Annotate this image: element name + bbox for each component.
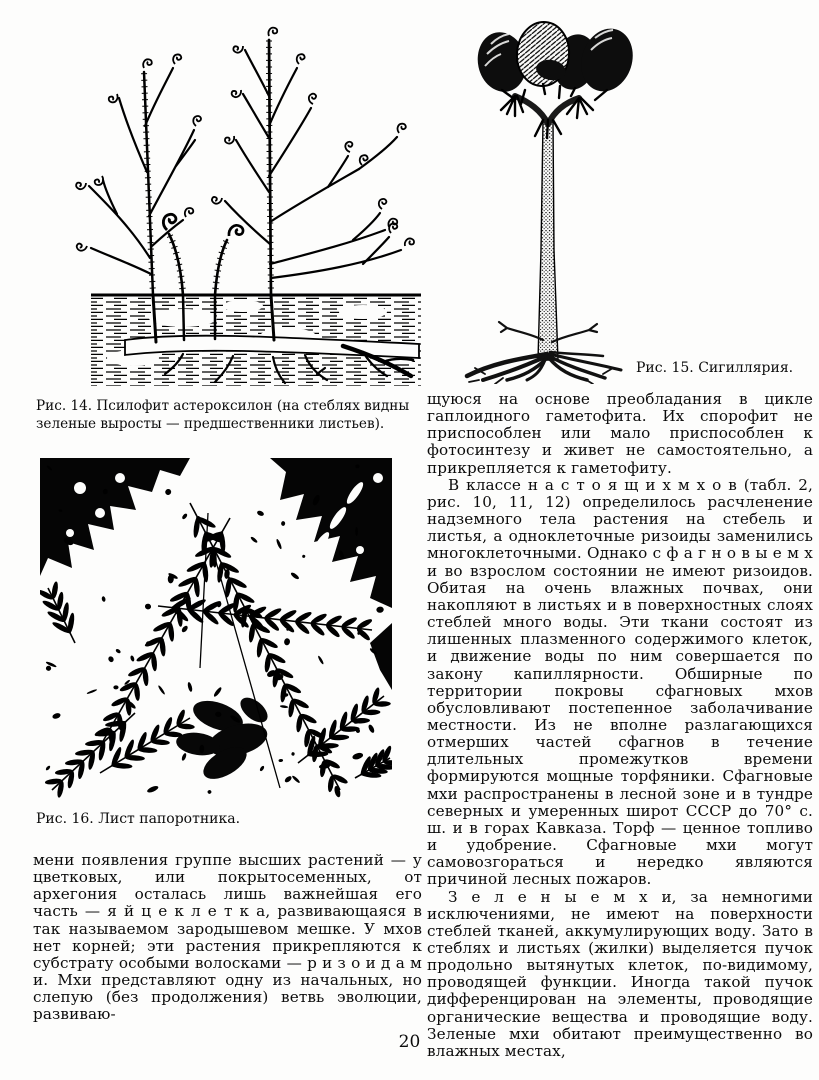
page-number: 20: [398, 1032, 421, 1052]
left-text-column: [33, 851, 422, 1024]
figure-15-caption: Рис. 15. Сигиллярия.: [636, 360, 794, 376]
fern-photo: [40, 458, 392, 802]
figure-14-caption: Рис. 14. Псилофит астероксилон (на стеблях видны зеленые выросты — предшественники листьев).: [36, 398, 410, 432]
figure-16-caption: Рис. 16. Лист папоротника.: [36, 811, 241, 827]
psilophyte-drawing-svg: [33, 6, 425, 392]
body-paragraph: мени появления группе высших растений — у цветковых, или покрытосеменных, от архегония осталась лишь важнейшая его часть — я й ц е к л е т к а, развивающаяся в так называемом зародышевом мешке. У мхов нет корней; эти растения прикрепляются к субстрату особыми волосками — р и з о и д а м и. Мхи представляют одну из начальных, но слепую (без продолжения) ветвь эволюции, развиваю-: [33, 851, 422, 1024]
body-paragraph: З е л е н ы е м х и, за немногими исключениями, не имеют на поверхности стеблей тканей, аккумулирующих воду. Зато в стеблях и листьях (жилки) выделяется пучок продольно вытянутых клеток, по-видимому, проводящей функции. Иногда такой пучок дифференцирован на элементы, проводящие органические вещества и проводящие воду. Зеленые мхи обитают преимущественно во влажных местах,: [427, 887, 813, 1060]
body-paragraph: В классе н а с т о я щ и х м х о в (табл. 2, рис. 10, 11, 12) определилось расчленение надземного тела растения на стебель и листья, а одноклеточные ризоиды заменились многоклеточными. Однако с ф а г н о в ы е м х и во взрослом состоянии не имеют ризоидов. Обитая на очень влажных почвах, они накопляют в листьях и в поверхностных слоях стеблей много воды. Эти ткани состоят из лишенных плазменного содержимого клеток, и движение воды по ним совершается по закону капиллярности. Обширные по территории покровы сфагновых мхов обусловливают постепенное заболачивание местности. Из не вполне разлагающихся отмерших частей сфагнов в течение длительных промежутков времени формируются мощные торфяники. Сфагновые мхи распространены в лесной зоне и в тундре северных и умеренных широт СССР до 70° с. ш. и в горах Кавказа. Торф — ценное топливо и удобрение. Сфагновые мхи могут самовозгораться и нередко являются причиной лесных пожаров.: [427, 475, 813, 889]
sigillaria-drawing: [455, 10, 811, 384]
right-text-column: [427, 390, 813, 1060]
body-paragraph: щуюся на основе преобладания в цикле гаплоидного гаметофита. Их спорофит не приспособлен или мало приспособлен к фотосинтезу и живет не самостоятельно, а прикрепляется к гаметофиту.: [427, 390, 813, 477]
psilophyte-drawing: [33, 6, 425, 392]
sigillaria-drawing-svg: [455, 10, 811, 384]
fern-photo-svg: [40, 458, 392, 802]
fiddlehead-curls: [75, 27, 414, 253]
